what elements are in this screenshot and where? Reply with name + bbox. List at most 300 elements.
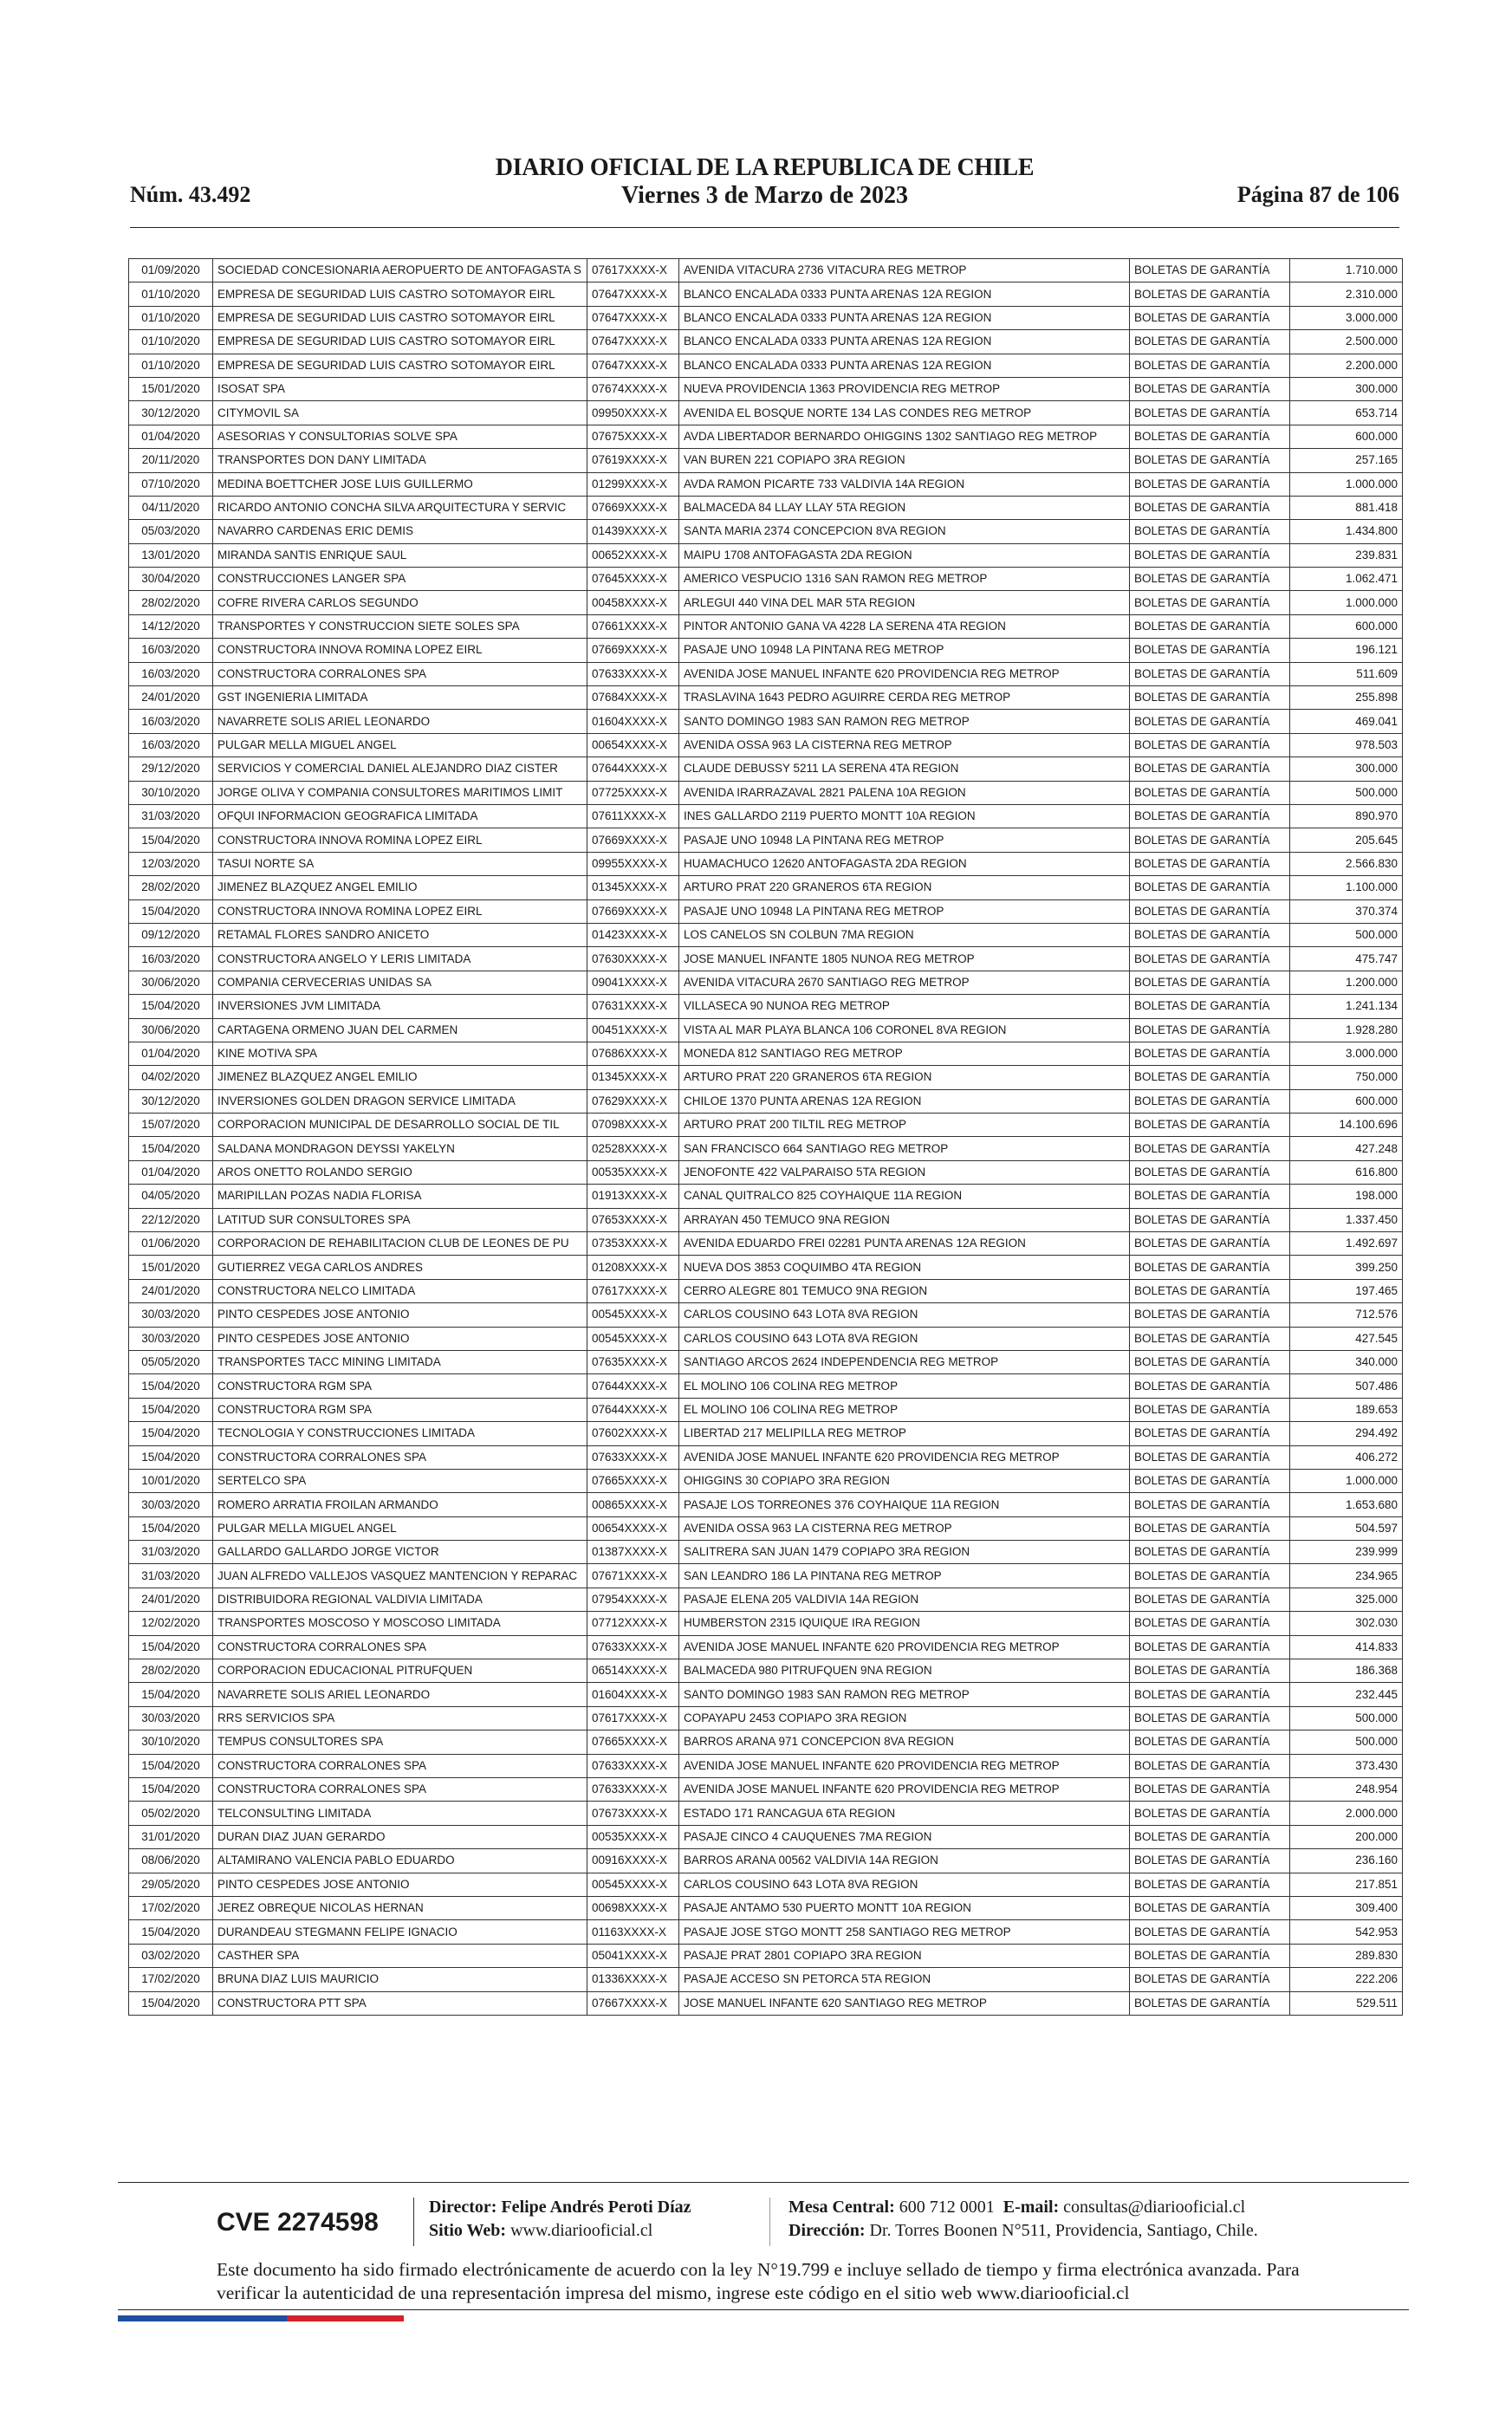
rut-cell: 01345XXXX-X xyxy=(587,876,679,899)
rut-cell: 09041XXXX-X xyxy=(587,971,679,994)
address-cell: CERRO ALEGRE 801 TEMUCO 9NA REGION xyxy=(679,1279,1130,1302)
address-cell: PASAJE CINCO 4 CAUQUENES 7MA REGION xyxy=(679,1825,1130,1848)
type-cell: BOLETAS DE GARANTÍA xyxy=(1130,1991,1290,2015)
table-body xyxy=(129,259,1403,2016)
name-cell: ASESORIAS Y CONSULTORIAS SOLVE SPA xyxy=(213,425,587,448)
address-cell: CHILOE 1370 PUNTA ARENAS 12A REGION xyxy=(679,1089,1130,1113)
type-cell: BOLETAS DE GARANTÍA xyxy=(1130,804,1290,828)
name-cell: COFRE RIVERA CARLOS SEGUNDO xyxy=(213,591,587,614)
rut-cell: 01336XXXX-X xyxy=(587,1968,679,1991)
name-cell: CONSTRUCTORA CORRALONES SPA xyxy=(213,1445,587,1469)
amount-cell: 302.030 xyxy=(1290,1612,1403,1635)
type-cell: BOLETAS DE GARANTÍA xyxy=(1130,1042,1290,1065)
address-cell: OHIGGINS 30 COPIAPO 3RA REGION xyxy=(679,1469,1130,1492)
table-row xyxy=(129,1659,1403,1683)
rut-cell: 00698XXXX-X xyxy=(587,1896,679,1919)
address-cell: BLANCO ENCALADA 0333 PUNTA ARENAS 12A REGION xyxy=(679,282,1130,306)
table-row xyxy=(129,1825,1403,1848)
type-cell: BOLETAS DE GARANTÍA xyxy=(1130,1944,1290,1967)
address-cell: AVENIDA JOSE MANUEL INFANTE 620 PROVIDENCIA REG METROP xyxy=(679,1635,1130,1659)
table-row xyxy=(129,401,1403,425)
date-cell: 16/03/2020 xyxy=(129,947,213,971)
rut-cell: 07673XXXX-X xyxy=(587,1802,679,1825)
table-row xyxy=(129,876,1403,899)
date-cell: 14/12/2020 xyxy=(129,614,213,638)
table-row xyxy=(129,1256,1403,1279)
name-cell: DURAN DIAZ JUAN GERARDO xyxy=(213,1825,587,1848)
footer-separator xyxy=(413,2198,414,2246)
table-row xyxy=(129,282,1403,306)
type-cell: BOLETAS DE GARANTÍA xyxy=(1130,1303,1290,1327)
amount-cell: 200.000 xyxy=(1290,1825,1403,1848)
date-cell: 28/02/2020 xyxy=(129,1659,213,1683)
date-cell: 30/10/2020 xyxy=(129,1730,213,1754)
rut-cell: 00652XXXX-X xyxy=(587,543,679,567)
name-cell: JIMENEZ BLAZQUEZ ANGEL EMILIO xyxy=(213,1066,587,1089)
date-cell: 22/12/2020 xyxy=(129,1208,213,1231)
name-cell: PINTO CESPEDES JOSE ANTONIO xyxy=(213,1327,587,1350)
rut-cell: 07645XXXX-X xyxy=(587,568,679,591)
name-cell: MIRANDA SANTIS ENRIQUE SAUL xyxy=(213,543,587,567)
type-cell: BOLETAS DE GARANTÍA xyxy=(1130,496,1290,519)
date-cell: 30/10/2020 xyxy=(129,781,213,804)
address-cell: PINTOR ANTONIO GANA VA 4228 LA SERENA 4TA REGION xyxy=(679,614,1130,638)
type-cell: BOLETAS DE GARANTÍA xyxy=(1130,1683,1290,1706)
address-cell: BALMACEDA 84 LLAY LLAY 5TA REGION xyxy=(679,496,1130,519)
name-cell: GUTIERREZ VEGA CARLOS ANDRES xyxy=(213,1256,587,1279)
table-row xyxy=(129,1873,1403,1896)
table-row xyxy=(129,781,1403,804)
address-cell: ARLEGUI 440 VINA DEL MAR 5TA REGION xyxy=(679,591,1130,614)
amount-cell: 325.000 xyxy=(1290,1588,1403,1611)
name-cell: CONSTRUCTORA CORRALONES SPA xyxy=(213,662,587,685)
table-row xyxy=(129,306,1403,329)
rut-cell: 07633XXXX-X xyxy=(587,1754,679,1777)
name-cell: SERTELCO SPA xyxy=(213,1469,587,1492)
amount-cell: 1.100.000 xyxy=(1290,876,1403,899)
rut-cell: 09955XXXX-X xyxy=(587,852,679,875)
amount-cell: 406.272 xyxy=(1290,1445,1403,1469)
address-cell: VAN BUREN 221 COPIAPO 3RA REGION xyxy=(679,449,1130,472)
date-cell: 30/12/2020 xyxy=(129,1089,213,1113)
rut-cell: 07611XXXX-X xyxy=(587,804,679,828)
amount-cell: 289.830 xyxy=(1290,1944,1403,1967)
date-cell: 16/03/2020 xyxy=(129,710,213,733)
type-cell: BOLETAS DE GARANTÍA xyxy=(1130,971,1290,994)
rut-cell: 07725XXXX-X xyxy=(587,781,679,804)
rut-cell: 09950XXXX-X xyxy=(587,401,679,425)
amount-cell: 511.609 xyxy=(1290,662,1403,685)
address-cell: ARRAYAN 450 TEMUCO 9NA REGION xyxy=(679,1208,1130,1231)
table-row xyxy=(129,1185,1403,1208)
date-cell: 07/10/2020 xyxy=(129,472,213,496)
type-cell: BOLETAS DE GARANTÍA xyxy=(1130,1114,1290,1137)
table-row xyxy=(129,449,1403,472)
date-cell: 05/03/2020 xyxy=(129,520,213,543)
rut-cell: 07647XXXX-X xyxy=(587,330,679,354)
date-cell: 30/03/2020 xyxy=(129,1303,213,1327)
rut-cell: 07669XXXX-X xyxy=(587,899,679,923)
table-row xyxy=(129,614,1403,638)
table-row xyxy=(129,804,1403,828)
table-row xyxy=(129,330,1403,354)
table-row xyxy=(129,899,1403,923)
name-cell: CONSTRUCTORA CORRALONES SPA xyxy=(213,1754,587,1777)
address-cell: PASAJE LOS TORREONES 376 COYHAIQUE 11A REGION xyxy=(679,1493,1130,1516)
date-cell: 30/04/2020 xyxy=(129,568,213,591)
date-cell: 03/02/2020 xyxy=(129,1944,213,1967)
type-cell: BOLETAS DE GARANTÍA xyxy=(1130,781,1290,804)
table-row xyxy=(129,1802,1403,1825)
name-cell: PULGAR MELLA MIGUEL ANGEL xyxy=(213,1516,587,1540)
date-cell: 01/04/2020 xyxy=(129,425,213,448)
address-cell: CARLOS COUSINO 643 LOTA 8VA REGION xyxy=(679,1303,1130,1327)
date-cell: 15/04/2020 xyxy=(129,995,213,1018)
type-cell: BOLETAS DE GARANTÍA xyxy=(1130,1374,1290,1398)
name-cell: TRANSPORTES TACC MINING LIMITADA xyxy=(213,1350,587,1373)
contact-block xyxy=(788,2196,1258,2243)
rut-cell: 07674XXXX-X xyxy=(587,377,679,400)
name-cell: CASTHER SPA xyxy=(213,1944,587,1967)
date-cell: 15/04/2020 xyxy=(129,1445,213,1469)
name-cell: COMPANIA CERVECERIAS UNIDAS SA xyxy=(213,971,587,994)
date-cell: 01/09/2020 xyxy=(129,259,213,282)
rut-cell: 05041XXXX-X xyxy=(587,1944,679,1967)
type-cell: BOLETAS DE GARANTÍA xyxy=(1130,828,1290,852)
amount-cell: 232.445 xyxy=(1290,1683,1403,1706)
address-cell: SANTA MARIA 2374 CONCEPCION 8VA REGION xyxy=(679,520,1130,543)
header-divider xyxy=(130,227,1399,228)
amount-cell: 248.954 xyxy=(1290,1778,1403,1802)
amount-cell: 239.831 xyxy=(1290,543,1403,567)
address-cell: JOSE MANUEL INFANTE 620 SANTIAGO REG METROP xyxy=(679,1991,1130,2015)
name-cell: CONSTRUCTORA RGM SPA xyxy=(213,1398,587,1421)
type-cell: BOLETAS DE GARANTÍA xyxy=(1130,1185,1290,1208)
rut-cell: 00451XXXX-X xyxy=(587,1018,679,1042)
date-cell: 01/10/2020 xyxy=(129,330,213,354)
table-row xyxy=(129,1541,1403,1564)
table-row xyxy=(129,1422,1403,1445)
name-cell: KINE MOTIVA SPA xyxy=(213,1042,587,1065)
date-cell: 30/06/2020 xyxy=(129,1018,213,1042)
name-cell: DISTRIBUIDORA REGIONAL VALDIVIA LIMITADA xyxy=(213,1588,587,1611)
type-cell: BOLETAS DE GARANTÍA xyxy=(1130,614,1290,638)
date-cell: 15/04/2020 xyxy=(129,828,213,852)
amount-cell: 1.492.697 xyxy=(1290,1232,1403,1256)
table-row xyxy=(129,1114,1403,1137)
date-cell: 15/04/2020 xyxy=(129,1374,213,1398)
name-cell: INVERSIONES JVM LIMITADA xyxy=(213,995,587,1018)
date-cell: 09/12/2020 xyxy=(129,923,213,946)
table-row xyxy=(129,1137,1403,1160)
amount-cell: 217.851 xyxy=(1290,1873,1403,1896)
type-cell: BOLETAS DE GARANTÍA xyxy=(1130,1564,1290,1588)
table-row xyxy=(129,1612,1403,1635)
address-cell: SANTO DOMINGO 1983 SAN RAMON REG METROP xyxy=(679,710,1130,733)
type-cell: BOLETAS DE GARANTÍA xyxy=(1130,282,1290,306)
name-cell: TECNOLOGIA Y CONSTRUCCIONES LIMITADA xyxy=(213,1422,587,1445)
date-cell: 31/03/2020 xyxy=(129,1541,213,1564)
name-cell: JORGE OLIVA Y COMPANIA CONSULTORES MARITIMOS LIMIT xyxy=(213,781,587,804)
amount-cell: 500.000 xyxy=(1290,1706,1403,1730)
rut-cell: 07686XXXX-X xyxy=(587,1042,679,1065)
table-row xyxy=(129,1896,1403,1919)
table-row xyxy=(129,971,1403,994)
amount-cell: 2.000.000 xyxy=(1290,1802,1403,1825)
table-row xyxy=(129,1279,1403,1302)
address-cell: CANAL QUITRALCO 825 COYHAIQUE 11A REGION xyxy=(679,1185,1130,1208)
address-cell: PASAJE UNO 10948 LA PINTANA REG METROP xyxy=(679,828,1130,852)
amount-cell: 234.965 xyxy=(1290,1564,1403,1588)
name-cell: CONSTRUCTORA RGM SPA xyxy=(213,1374,587,1398)
address-cell: LIBERTAD 217 MELIPILLA REG METROP xyxy=(679,1422,1130,1445)
address-cell: SAN FRANCISCO 664 SANTIAGO REG METROP xyxy=(679,1137,1130,1160)
mesa-label: Mesa Central: xyxy=(788,2198,895,2217)
type-cell: BOLETAS DE GARANTÍA xyxy=(1130,520,1290,543)
address-cell: MONEDA 812 SANTIAGO REG METROP xyxy=(679,1042,1130,1065)
name-cell: LATITUD SUR CONSULTORES SPA xyxy=(213,1208,587,1231)
address-cell: SAN LEANDRO 186 LA PINTANA REG METROP xyxy=(679,1564,1130,1588)
rut-cell: 01208XXXX-X xyxy=(587,1256,679,1279)
rut-cell: 01604XXXX-X xyxy=(587,1683,679,1706)
type-cell: BOLETAS DE GARANTÍA xyxy=(1130,401,1290,425)
name-cell: EMPRESA DE SEGURIDAD LUIS CASTRO SOTOMAYOR EIRL xyxy=(213,330,587,354)
type-cell: BOLETAS DE GARANTÍA xyxy=(1130,1350,1290,1373)
address-cell: PASAJE ELENA 205 VALDIVIA 14A REGION xyxy=(679,1588,1130,1611)
type-cell: BOLETAS DE GARANTÍA xyxy=(1130,1493,1290,1516)
address-cell: CLAUDE DEBUSSY 5211 LA SERENA 4TA REGION xyxy=(679,757,1130,781)
email-label: E-mail: xyxy=(1003,2198,1060,2217)
date-cell: 31/03/2020 xyxy=(129,1564,213,1588)
date-cell: 30/03/2020 xyxy=(129,1706,213,1730)
email-link[interactable]: consultas@diariooficial.cl xyxy=(1063,2198,1246,2217)
address-cell: ESTADO 171 RANCAGUA 6TA REGION xyxy=(679,1802,1130,1825)
type-cell: BOLETAS DE GARANTÍA xyxy=(1130,1469,1290,1492)
type-cell: BOLETAS DE GARANTÍA xyxy=(1130,1066,1290,1089)
date-cell: 16/03/2020 xyxy=(129,733,213,756)
table-row xyxy=(129,1968,1403,1991)
type-cell: BOLETAS DE GARANTÍA xyxy=(1130,1802,1290,1825)
date-cell: 31/01/2020 xyxy=(129,1825,213,1848)
name-cell: EMPRESA DE SEGURIDAD LUIS CASTRO SOTOMAYOR EIRL xyxy=(213,282,587,306)
amount-cell: 1.000.000 xyxy=(1290,1469,1403,1492)
table-row xyxy=(129,1588,1403,1611)
page-header xyxy=(130,154,1399,215)
table-row xyxy=(129,662,1403,685)
rut-cell: 07602XXXX-X xyxy=(587,1422,679,1445)
date-cell: 01/10/2020 xyxy=(129,306,213,329)
address-cell: SANTO DOMINGO 1983 SAN RAMON REG METROP xyxy=(679,1683,1130,1706)
table-row xyxy=(129,639,1403,662)
amount-cell: 14.100.696 xyxy=(1290,1114,1403,1137)
table-row xyxy=(129,733,1403,756)
rut-cell: 00535XXXX-X xyxy=(587,1825,679,1848)
amount-cell: 300.000 xyxy=(1290,757,1403,781)
date-cell: 17/02/2020 xyxy=(129,1968,213,1991)
rut-cell: 07671XXXX-X xyxy=(587,1564,679,1588)
name-cell: NAVARRO CARDENAS ERIC DEMIS xyxy=(213,520,587,543)
amount-cell: 500.000 xyxy=(1290,923,1403,946)
type-cell: BOLETAS DE GARANTÍA xyxy=(1130,591,1290,614)
date-cell: 20/11/2020 xyxy=(129,449,213,472)
address-cell: TRASLAVINA 1643 PEDRO AGUIRRE CERDA REG METROP xyxy=(679,686,1130,710)
address-cell: BLANCO ENCALADA 0333 PUNTA ARENAS 12A REGION xyxy=(679,306,1130,329)
table-row xyxy=(129,923,1403,946)
type-cell: BOLETAS DE GARANTÍA xyxy=(1130,1588,1290,1611)
type-cell: BOLETAS DE GARANTÍA xyxy=(1130,1754,1290,1777)
rut-cell: 07669XXXX-X xyxy=(587,828,679,852)
rut-cell: 07644XXXX-X xyxy=(587,1398,679,1421)
date-cell: 04/05/2020 xyxy=(129,1185,213,1208)
name-cell: ALTAMIRANO VALENCIA PABLO EDUARDO xyxy=(213,1849,587,1873)
type-cell: BOLETAS DE GARANTÍA xyxy=(1130,710,1290,733)
amount-cell: 600.000 xyxy=(1290,614,1403,638)
address-cell: AVENIDA JOSE MANUEL INFANTE 620 PROVIDENCIA REG METROP xyxy=(679,662,1130,685)
table-row xyxy=(129,1160,1403,1184)
type-cell: BOLETAS DE GARANTÍA xyxy=(1130,1730,1290,1754)
type-cell: BOLETAS DE GARANTÍA xyxy=(1130,852,1290,875)
address-cell: COPAYAPU 2453 COPIAPO 3RA REGION xyxy=(679,1706,1130,1730)
type-cell: BOLETAS DE GARANTÍA xyxy=(1130,899,1290,923)
rut-cell: 07633XXXX-X xyxy=(587,1635,679,1659)
name-cell: EMPRESA DE SEGURIDAD LUIS CASTRO SOTOMAYOR EIRL xyxy=(213,306,587,329)
name-cell: MARIPILLAN POZAS NADIA FLORISA xyxy=(213,1185,587,1208)
address-cell: JENOFONTE 422 VALPARAISO 5TA REGION xyxy=(679,1160,1130,1184)
address-cell: AVENIDA OSSA 963 LA CISTERNA REG METROP xyxy=(679,733,1130,756)
rut-cell: 07669XXXX-X xyxy=(587,639,679,662)
name-cell: ROMERO ARRATIA FROILAN ARMANDO xyxy=(213,1493,587,1516)
name-cell: CONSTRUCTORA CORRALONES SPA xyxy=(213,1635,587,1659)
type-cell: BOLETAS DE GARANTÍA xyxy=(1130,377,1290,400)
address-cell: VISTA AL MAR PLAYA BLANCA 106 CORONEL 8VA REGION xyxy=(679,1018,1130,1042)
table-row xyxy=(129,1042,1403,1065)
table-row xyxy=(129,1018,1403,1042)
type-cell: BOLETAS DE GARANTÍA xyxy=(1130,1422,1290,1445)
address-cell: SALITRERA SAN JUAN 1479 COPIAPO 3RA REGION xyxy=(679,1541,1130,1564)
amount-cell: 205.645 xyxy=(1290,828,1403,852)
type-cell: BOLETAS DE GARANTÍA xyxy=(1130,733,1290,756)
date-cell: 15/04/2020 xyxy=(129,1137,213,1160)
type-cell: BOLETAS DE GARANTÍA xyxy=(1130,259,1290,282)
rut-cell: 07667XXXX-X xyxy=(587,1991,679,2015)
name-cell: BRUNA DIAZ LUIS MAURICIO xyxy=(213,1968,587,1991)
table-row xyxy=(129,1350,1403,1373)
address-cell: JOSE MANUEL INFANTE 1805 NUNOA REG METROP xyxy=(679,947,1130,971)
type-cell: BOLETAS DE GARANTÍA xyxy=(1130,1516,1290,1540)
type-cell: BOLETAS DE GARANTÍA xyxy=(1130,1018,1290,1042)
name-cell: TRANSPORTES MOSCOSO Y MOSCOSO LIMITADA xyxy=(213,1612,587,1635)
amount-cell: 1.062.471 xyxy=(1290,568,1403,591)
type-cell: BOLETAS DE GARANTÍA xyxy=(1130,757,1290,781)
date-cell: 10/01/2020 xyxy=(129,1469,213,1492)
table-row xyxy=(129,1706,1403,1730)
address-cell: BLANCO ENCALADA 0333 PUNTA ARENAS 12A REGION xyxy=(679,330,1130,354)
name-cell: JUAN ALFREDO VALLEJOS VASQUEZ MANTENCION Y REPARAC xyxy=(213,1564,587,1588)
table-row xyxy=(129,1991,1403,2015)
type-cell: BOLETAS DE GARANTÍA xyxy=(1130,1659,1290,1683)
name-cell: TASUI NORTE SA xyxy=(213,852,587,875)
type-cell: BOLETAS DE GARANTÍA xyxy=(1130,1208,1290,1231)
type-cell: BOLETAS DE GARANTÍA xyxy=(1130,543,1290,567)
footer-divider-bottom xyxy=(118,2309,1409,2310)
date-cell: 24/01/2020 xyxy=(129,1588,213,1611)
rut-cell: 07644XXXX-X xyxy=(587,1374,679,1398)
amount-cell: 507.486 xyxy=(1290,1374,1403,1398)
name-cell: CONSTRUCTORA INNOVA ROMINA LOPEZ EIRL xyxy=(213,828,587,852)
type-cell: BOLETAS DE GARANTÍA xyxy=(1130,1778,1290,1802)
address-cell: AMERICO VESPUCIO 1316 SAN RAMON REG METROP xyxy=(679,568,1130,591)
amount-cell: 300.000 xyxy=(1290,377,1403,400)
amount-cell: 309.400 xyxy=(1290,1896,1403,1919)
table-row xyxy=(129,1493,1403,1516)
table-row xyxy=(129,1303,1403,1327)
address-cell: NUEVA PROVIDENCIA 1363 PROVIDENCIA REG METROP xyxy=(679,377,1130,400)
type-cell: BOLETAS DE GARANTÍA xyxy=(1130,1398,1290,1421)
amount-cell: 1.653.680 xyxy=(1290,1493,1403,1516)
name-cell: CORPORACION MUNICIPAL DE DESARROLLO SOCIAL DE TIL xyxy=(213,1114,587,1137)
type-cell: BOLETAS DE GARANTÍA xyxy=(1130,425,1290,448)
date-cell: 12/03/2020 xyxy=(129,852,213,875)
rut-cell: 07631XXXX-X xyxy=(587,995,679,1018)
rut-cell: 01439XXXX-X xyxy=(587,520,679,543)
rut-cell: 07675XXXX-X xyxy=(587,425,679,448)
address-cell: MAIPU 1708 ANTOFAGASTA 2DA REGION xyxy=(679,543,1130,567)
address-cell: HUMBERSTON 2315 IQUIQUE IRA REGION xyxy=(679,1612,1130,1635)
address-cell: EL MOLINO 106 COLINA REG METROP xyxy=(679,1374,1130,1398)
type-cell: BOLETAS DE GARANTÍA xyxy=(1130,1160,1290,1184)
rut-cell: 01387XXXX-X xyxy=(587,1541,679,1564)
address-cell: CARLOS COUSINO 643 LOTA 8VA REGION xyxy=(679,1327,1130,1350)
rut-cell: 07647XXXX-X xyxy=(587,306,679,329)
date-cell: 01/04/2020 xyxy=(129,1160,213,1184)
address-cell: EL MOLINO 106 COLINA REG METROP xyxy=(679,1398,1130,1421)
amount-cell: 2.566.830 xyxy=(1290,852,1403,875)
address-cell: AVENIDA JOSE MANUEL INFANTE 620 PROVIDENCIA REG METROP xyxy=(679,1445,1130,1469)
type-cell: BOLETAS DE GARANTÍA xyxy=(1130,1825,1290,1848)
rut-cell: 07661XXXX-X xyxy=(587,614,679,638)
rut-cell: 07635XXXX-X xyxy=(587,1350,679,1373)
amount-cell: 340.000 xyxy=(1290,1350,1403,1373)
amount-cell: 1.241.134 xyxy=(1290,995,1403,1018)
date-cell: 04/11/2020 xyxy=(129,496,213,519)
rut-cell: 07669XXXX-X xyxy=(587,496,679,519)
rut-cell: 07630XXXX-X xyxy=(587,947,679,971)
name-cell: TRANSPORTES Y CONSTRUCCION SIETE SOLES SPA xyxy=(213,614,587,638)
name-cell: CITYMOVIL SA xyxy=(213,401,587,425)
legal-notice: Este documento ha sido firmado electrónicamente de acuerdo con la ley N°19.799 e incluye sellado de tiempo y firma electrónica avanzada. Para verificar la autenticidad de una representación impresa del mismo, ingrese este código en el sitio web www.diariooficial.cl xyxy=(217,2259,1300,2303)
name-cell: CARTAGENA ORMENO JUAN DEL CARMEN xyxy=(213,1018,587,1042)
name-cell: TELCONSULTING LIMITADA xyxy=(213,1802,587,1825)
name-cell: CONSTRUCCIONES LANGER SPA xyxy=(213,568,587,591)
table-row xyxy=(129,496,1403,519)
address-cell: SANTIAGO ARCOS 2624 INDEPENDENCIA REG METROP xyxy=(679,1350,1130,1373)
amount-cell: 504.597 xyxy=(1290,1516,1403,1540)
rut-cell: 00654XXXX-X xyxy=(587,1516,679,1540)
name-cell: SERVICIOS Y COMERCIAL DANIEL ALEJANDRO DIAZ CISTER xyxy=(213,757,587,781)
rut-cell: 01163XXXX-X xyxy=(587,1920,679,1944)
table-row xyxy=(129,1066,1403,1089)
table-row xyxy=(129,1327,1403,1350)
amount-cell: 370.374 xyxy=(1290,899,1403,923)
web-link[interactable]: www.diariooficial.cl xyxy=(510,2221,653,2240)
amount-cell: 255.898 xyxy=(1290,686,1403,710)
amount-cell: 196.121 xyxy=(1290,639,1403,662)
type-cell: BOLETAS DE GARANTÍA xyxy=(1130,1279,1290,1302)
page-number: Página 87 de 106 xyxy=(1236,182,1399,207)
address-cell: NUEVA DOS 3853 COQUIMBO 4TA REGION xyxy=(679,1256,1130,1279)
table-row xyxy=(129,1469,1403,1492)
name-cell: MEDINA BOETTCHER JOSE LUIS GUILLERMO xyxy=(213,472,587,496)
